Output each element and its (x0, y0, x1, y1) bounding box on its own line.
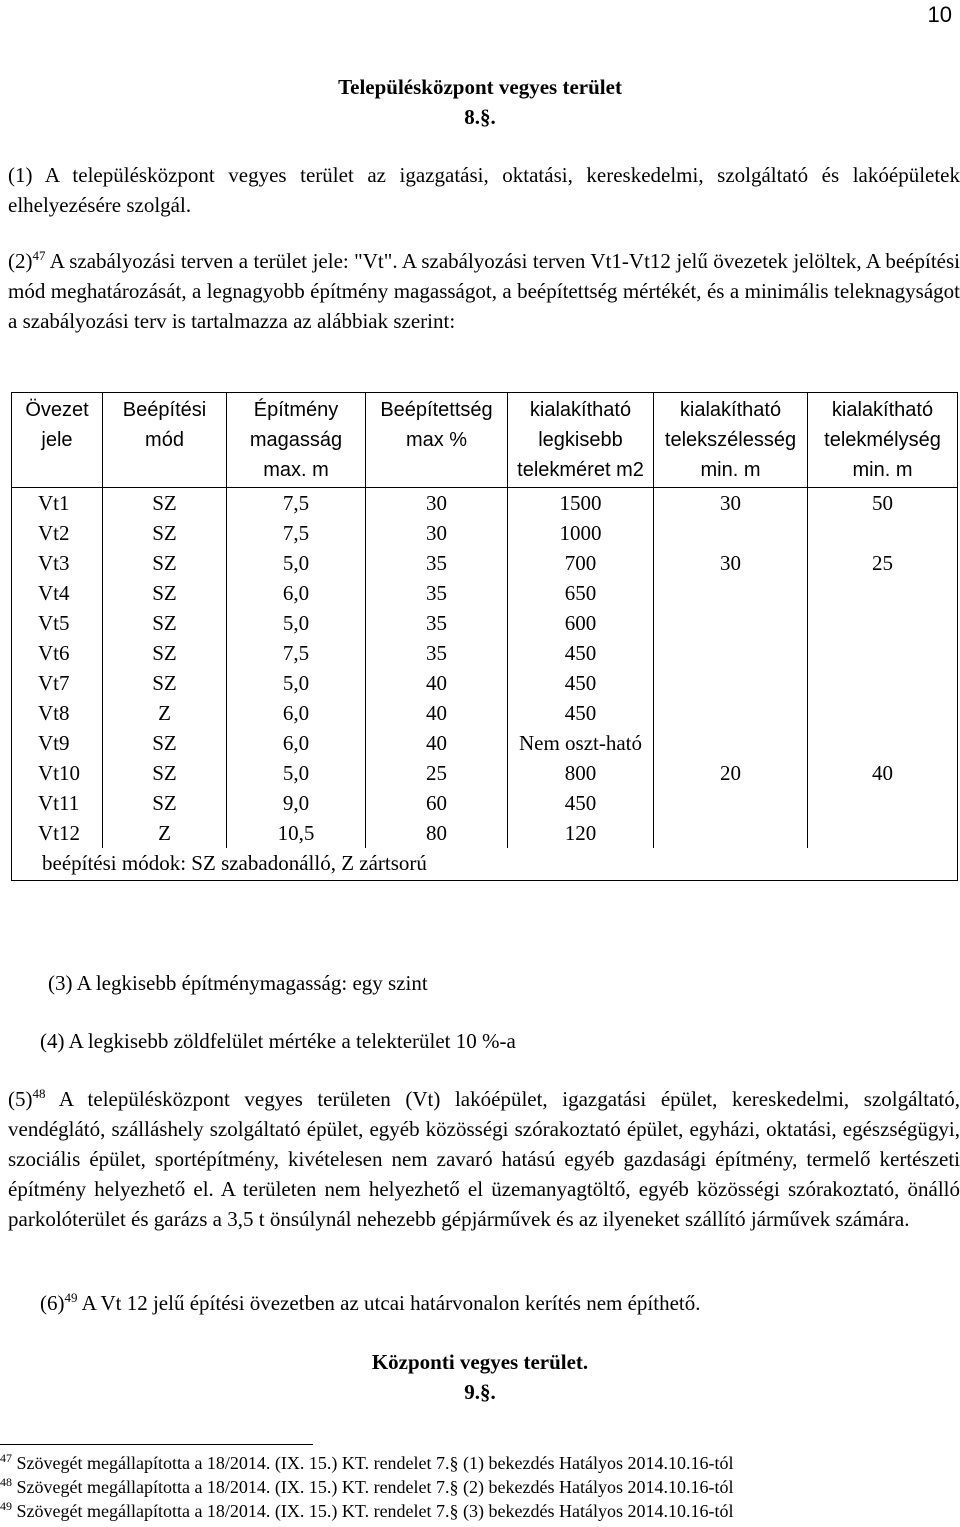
paragraph-2-prefix: (2) (8, 249, 33, 273)
cell-plot-depth (808, 638, 958, 668)
cell-mode: SZ (103, 548, 227, 578)
footnote-number: 49 (0, 1499, 12, 1513)
table-row (12, 548, 958, 578)
cell-height: 5,0 (227, 548, 366, 578)
footnote-text: Szövegét megállapította a 18/2014. (IX. 15.) KT. rendelet 7.§ (3) bekezdés Hatályos 2014.10.16-tól (16, 1501, 734, 1521)
cell-plot-depth: 25 (808, 548, 958, 578)
paragraph-5-prefix: (5) (8, 1087, 33, 1111)
table-row (12, 608, 958, 638)
cell-zone: Vt6 (12, 638, 103, 668)
paragraph-6 (40, 1288, 940, 1318)
table-body (12, 488, 958, 849)
cell-zone: Vt4 (12, 578, 103, 608)
cell-zone: Vt7 (12, 668, 103, 698)
footnote-ref-49: 49 (64, 1290, 78, 1305)
col-header-plot-depth: kialakítható telekmélység min. m (808, 393, 958, 488)
table-row (12, 488, 958, 519)
cell-plot-width (654, 518, 808, 548)
cell-mode: SZ (103, 518, 227, 548)
cell-mode: Z (103, 818, 227, 848)
cell-plot-size: 700 (508, 548, 654, 578)
cell-zone: Vt12 (12, 818, 103, 848)
paragraph-6-text: A Vt 12 jelű építési övezetben az utcai határvonalon kerítés nem építhető. (77, 1291, 701, 1315)
cell-plot-depth (808, 788, 958, 818)
cell-coverage: 35 (366, 548, 508, 578)
cell-plot-width: 30 (654, 548, 808, 578)
cell-plot-depth (808, 668, 958, 698)
cell-mode: SZ (103, 668, 227, 698)
cell-plot-depth: 40 (808, 758, 958, 788)
cell-plot-size: 1000 (508, 518, 654, 548)
cell-plot-width (654, 638, 808, 668)
cell-plot-size: Nem oszt-ható (508, 728, 654, 758)
cell-coverage: 60 (366, 788, 508, 818)
cell-plot-width (654, 668, 808, 698)
col-header-zone: Övezet jele (12, 393, 103, 488)
cell-mode: SZ (103, 758, 227, 788)
col-header-height: Építmény magasság max. m (227, 393, 366, 488)
cell-plot-size: 800 (508, 758, 654, 788)
table-row (12, 518, 958, 548)
cell-coverage: 30 (366, 488, 508, 519)
section-8-number: 8.§. (464, 105, 496, 129)
col-header-plot-size: kialakítható legkisebb telekméret m2 (508, 393, 654, 488)
cell-height: 7,5 (227, 638, 366, 668)
cell-zone: Vt5 (12, 608, 103, 638)
cell-zone: Vt9 (12, 728, 103, 758)
cell-plot-size: 450 (508, 668, 654, 698)
footnote-number: 48 (0, 1475, 12, 1489)
cell-height: 9,0 (227, 788, 366, 818)
cell-plot-size: 650 (508, 578, 654, 608)
paragraph-6-prefix: (6) (40, 1291, 65, 1315)
cell-coverage: 80 (366, 818, 508, 848)
cell-plot-width (654, 578, 808, 608)
cell-height: 7,5 (227, 488, 366, 519)
cell-plot-depth: 50 (808, 488, 958, 519)
cell-plot-width (654, 788, 808, 818)
cell-plot-width (654, 698, 808, 728)
cell-zone: Vt8 (12, 698, 103, 728)
table-row (12, 668, 958, 698)
paragraph-5-text: A településközpont vegyes területen (Vt) lakóépület, igazgatási épület, kereskedelmi, szolgáltató, vendéglátó, szálláshely szolgáltató épület, egyéb közösségi szórakoztató épület, egyházi, oktatási, egészségügyi, szociális épület, sportépítmény, kivételesen nem zavaró hatású egyéb gazdasági építmény, termelő kertészeti építmény helyezhető el. A területen nem helyezhető el üzemanyagtöltő, egyéb közösségi szórakoztató, önálló parkolóterület és garázs a 3,5 t önsúlynál nehezebb gépjárművek és az ilyeneket szállító járművek számára. (8, 1087, 960, 1231)
cell-coverage: 35 (366, 608, 508, 638)
cell-coverage: 35 (366, 578, 508, 608)
cell-plot-width (654, 818, 808, 848)
table-row (12, 788, 958, 818)
cell-height: 7,5 (227, 518, 366, 548)
table-row (12, 818, 958, 848)
col-header-coverage: Beépítettség max % (366, 393, 508, 488)
cell-mode: Z (103, 698, 227, 728)
cell-plot-size: 450 (508, 788, 654, 818)
cell-zone: Vt11 (12, 788, 103, 818)
cell-mode: SZ (103, 728, 227, 758)
cell-plot-size: 450 (508, 698, 654, 728)
cell-plot-size: 450 (508, 638, 654, 668)
cell-mode: SZ (103, 578, 227, 608)
cell-plot-depth (808, 608, 958, 638)
cell-plot-size: 1500 (508, 488, 654, 519)
section-9-number: 9.§. (464, 1380, 496, 1404)
cell-plot-depth (808, 728, 958, 758)
cell-mode: SZ (103, 608, 227, 638)
cell-height: 6,0 (227, 578, 366, 608)
cell-plot-size: 600 (508, 608, 654, 638)
cell-plot-width: 20 (654, 758, 808, 788)
paragraph-2-text: A szabályozási terven a terület jele: "Vt". A szabályozási terven Vt1-Vt12 jelű övezetek jelöltek, A beépítési mód meghatározását, a legnagyobb építmény magasságot, a beépítettség mértékét, és a minimális teleknagyságot a szabályozási terv is tartalmazza az alábbiak szerint: (8, 249, 960, 333)
paragraph-4: (4) A legkisebb zöldfelület mértéke a telekterület 10 %-a (40, 1029, 516, 1053)
cell-zone: Vt1 (12, 488, 103, 519)
cell-height: 6,0 (227, 728, 366, 758)
footnote-47 (0, 1452, 733, 1474)
cell-plot-depth (808, 518, 958, 548)
cell-plot-width: 30 (654, 488, 808, 519)
table-row (12, 638, 958, 668)
table-row (12, 758, 958, 788)
section-9-title: Központi vegyes terület. (371, 1350, 589, 1374)
footnote-separator (0, 1444, 313, 1445)
cell-mode: SZ (103, 638, 227, 668)
footnote-number: 47 (0, 1451, 12, 1465)
cell-height: 5,0 (227, 608, 366, 638)
table-header-row (12, 393, 958, 488)
cell-zone: Vt10 (12, 758, 103, 788)
paragraph-1: (1) A településközpont vegyes terület az igazgatási, oktatási, kereskedelmi, szolgáltató és lakóépületek elhelyezésére szolgál. (8, 163, 960, 217)
cell-zone: Vt3 (12, 548, 103, 578)
footnote-text: Szövegét megállapította a 18/2014. (IX. 15.) KT. rendelet 7.§ (2) bekezdés Hatályos 2014.10.16-tól (16, 1477, 734, 1497)
cell-coverage: 30 (366, 518, 508, 548)
footnote-text: Szövegét megállapította a 18/2014. (IX. 15.) KT. rendelet 7.§ (1) bekezdés Hatályos 2014.10.16-tól (16, 1453, 734, 1473)
cell-height: 10,5 (227, 818, 366, 848)
cell-plot-width (654, 728, 808, 758)
cell-coverage: 25 (366, 758, 508, 788)
paragraph-5 (8, 1084, 960, 1234)
footnote-ref-47: 47 (32, 248, 46, 263)
footnote-49 (0, 1500, 733, 1522)
cell-zone: Vt2 (12, 518, 103, 548)
col-header-mode: Beépítési mód (103, 393, 227, 488)
table-row (12, 728, 958, 758)
cell-height: 5,0 (227, 668, 366, 698)
footnote-48 (0, 1476, 733, 1498)
paragraph-2 (8, 246, 960, 336)
cell-coverage: 40 (366, 728, 508, 758)
page-number: 10 (927, 2, 952, 27)
cell-height: 6,0 (227, 698, 366, 728)
cell-coverage: 35 (366, 638, 508, 668)
paragraph-3: (3) A legkisebb építménymagasság: egy szint (48, 971, 428, 995)
cell-plot-depth (808, 578, 958, 608)
table-row (12, 698, 958, 728)
cell-coverage: 40 (366, 698, 508, 728)
zone-table (11, 392, 958, 881)
footnote-ref-48: 48 (32, 1086, 46, 1101)
table-note-row (12, 848, 958, 881)
cell-plot-depth (808, 698, 958, 728)
section-8-title: Településközpont vegyes terület (338, 75, 622, 99)
cell-plot-size: 120 (508, 818, 654, 848)
table-row (12, 578, 958, 608)
table-note: beépítési módok: SZ szabadonálló, Z zártsorú (12, 848, 958, 881)
cell-mode: SZ (103, 488, 227, 519)
cell-height: 5,0 (227, 758, 366, 788)
cell-coverage: 40 (366, 668, 508, 698)
cell-plot-width (654, 608, 808, 638)
col-header-plot-width: kialakítható telekszélesség min. m (654, 393, 808, 488)
cell-mode: SZ (103, 788, 227, 818)
cell-plot-depth (808, 818, 958, 848)
